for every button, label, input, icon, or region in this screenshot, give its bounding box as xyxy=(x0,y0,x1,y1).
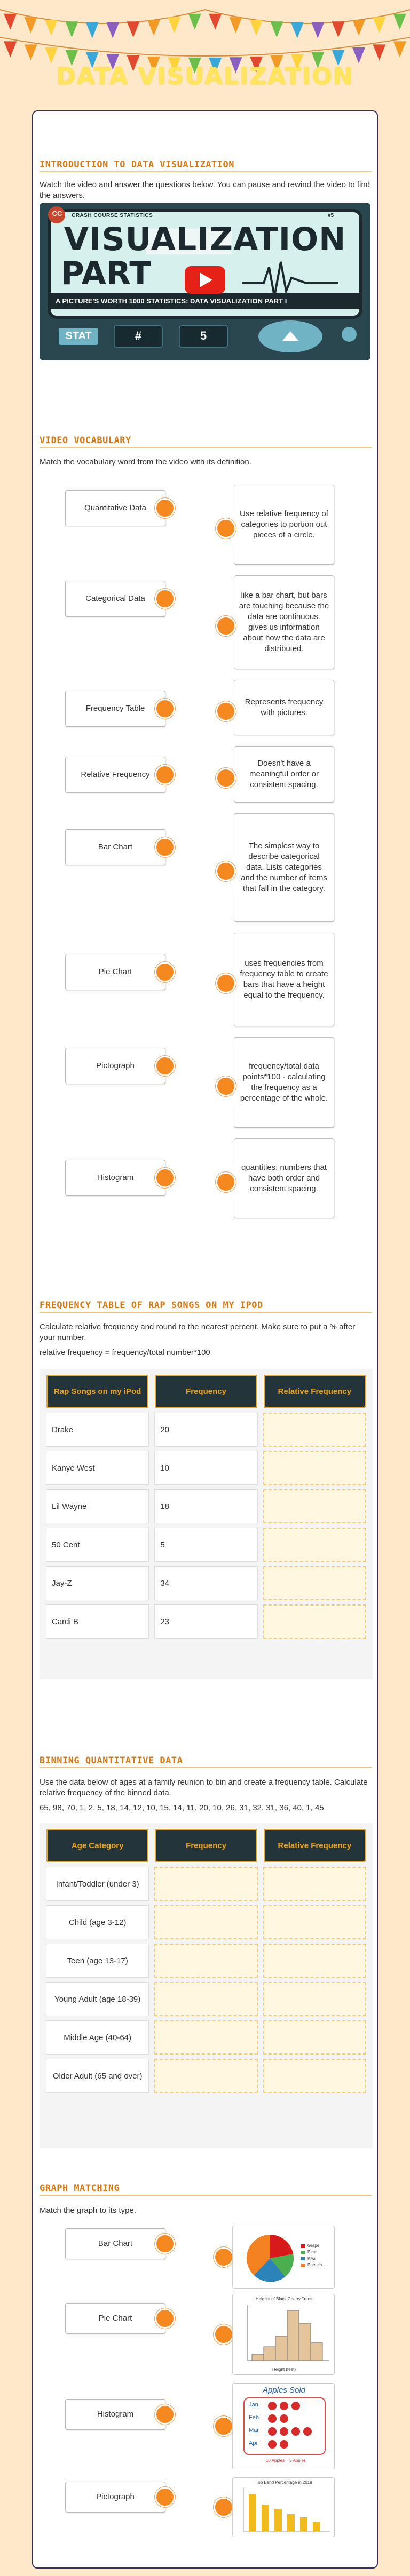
relative-frequency-input[interactable] xyxy=(263,2059,366,2093)
vocab-word-2[interactable]: Frequency Table xyxy=(65,691,165,727)
vocab-definition-5[interactable]: uses frequencies from frequency table to create bars that have a height equal to the frequency. xyxy=(234,933,334,1026)
binning-ages: 65, 98, 70, 1, 2, 5, 18, 14, 12, 10, 15, 14, 11, 20, 10, 26, 31, 32, 31, 36, 40, 1, 45 xyxy=(40,1803,324,1812)
vocab-word-3[interactable]: Relative Frequency xyxy=(65,757,165,793)
table-row xyxy=(46,2059,366,2093)
rap-title: FREQUENCY TABLE OF RAP SONGS ON MY IPOD xyxy=(40,1300,263,1311)
bunting-flag xyxy=(86,22,99,38)
bunting-flag xyxy=(168,17,180,33)
rap-table xyxy=(41,1370,372,1643)
histogram-thumbnail[interactable] xyxy=(232,2294,335,2375)
rap-song-frequency: 18 xyxy=(154,1489,257,1523)
vocab-definition-3[interactable]: Doesn't have a meaningful order or consistent spacing. xyxy=(234,746,334,803)
age-category: Middle Age (40-64) xyxy=(46,2020,149,2055)
vocab-definition-4[interactable]: The simplest way to describe categorical data. Lists categories and the number of items that fall in the category. xyxy=(234,813,334,922)
intro-text: Watch the video and answer the questions below. You can pause and rewind the video to find the answers. xyxy=(40,180,370,200)
vocab-word-5[interactable]: Pie Chart xyxy=(65,954,165,990)
bunting-flag xyxy=(188,14,201,30)
relative-frequency-input[interactable] xyxy=(263,1489,366,1523)
rap-song-name: 50 Cent xyxy=(46,1528,149,1562)
graph-type-1[interactable]: Pie Chart xyxy=(65,2303,165,2334)
video-title-line2: PART xyxy=(61,255,152,292)
hash-label: # xyxy=(135,329,142,342)
divider xyxy=(40,447,372,448)
page-title: DATA VISUALIZATION xyxy=(56,63,354,90)
bunting-flag xyxy=(4,41,17,57)
rap-song-frequency: 5 xyxy=(154,1528,257,1562)
apple-icon xyxy=(268,2440,277,2449)
histogram-thumb-xlabel: Height (feet) xyxy=(272,2367,296,2372)
match-connector-dot[interactable] xyxy=(214,2247,234,2267)
bunting-flag xyxy=(311,22,324,38)
match-connector-dot[interactable] xyxy=(216,701,236,721)
vocab-definition-2[interactable]: Represents frequency with pictures. xyxy=(234,680,334,735)
bunting-decoration xyxy=(0,0,410,123)
vocab-definition-1[interactable]: like a bar chart, but bars are touching because the data are continuous. gives us information about how the data are distributed. xyxy=(234,575,334,669)
match-connector-dot[interactable] xyxy=(216,768,236,788)
number-label: 5 xyxy=(200,329,207,342)
bunting-flag xyxy=(230,17,242,33)
vocab-word-0[interactable]: Quantitative Data xyxy=(65,490,165,526)
pictograph-row-label: Feb xyxy=(249,2414,259,2421)
age-category: Young Adult (age 18-39) xyxy=(46,1982,149,2016)
bunting-flag xyxy=(291,22,304,38)
apple-icon xyxy=(268,2427,277,2436)
video-title-line1: VISUALIZATION xyxy=(64,221,346,258)
stat-label: STAT xyxy=(65,330,92,342)
match-connector-dot[interactable] xyxy=(155,1168,175,1188)
table-row xyxy=(46,1413,366,1447)
vocab-definition-6[interactable]: frequency/total data points*100 - calculating the frequency as a percentage of the whole. xyxy=(234,1037,334,1128)
cc-badge: CC xyxy=(52,210,62,218)
relative-frequency-input[interactable] xyxy=(263,1867,366,1901)
rap-song-frequency: 23 xyxy=(154,1604,257,1639)
table-row xyxy=(46,1451,366,1485)
relative-frequency-input[interactable] xyxy=(263,1413,366,1447)
video-player[interactable] xyxy=(40,203,370,360)
match-connector-dot[interactable] xyxy=(155,2404,175,2425)
pictograph-row-label: Mar xyxy=(249,2427,259,2434)
match-connector-dot[interactable] xyxy=(155,589,175,609)
match-connector-dot[interactable] xyxy=(155,699,175,719)
relative-frequency-input[interactable] xyxy=(263,1451,366,1485)
binning-header-frequency: Frequency xyxy=(154,1828,257,1863)
binning-table xyxy=(41,1824,372,2097)
divider xyxy=(40,171,372,172)
apple-icon xyxy=(280,2427,288,2436)
apple-icon xyxy=(291,2402,300,2410)
rap-header-song: Rap Songs on my iPod xyxy=(46,1374,149,1408)
worksheet-card xyxy=(32,110,378,2569)
match-connector-dot[interactable] xyxy=(216,973,236,993)
age-category: Child (age 3-12) xyxy=(46,1905,149,1939)
match-connector-dot[interactable] xyxy=(155,498,175,518)
pie-legend-3: Pomelo xyxy=(308,2262,322,2267)
match-connector-dot[interactable] xyxy=(216,518,236,539)
pie-legend-2: Kiwi xyxy=(308,2256,316,2261)
table-row xyxy=(46,1905,366,1939)
rap-header-relative: Relative Frequency xyxy=(263,1374,366,1408)
pictograph-row-label: Jan xyxy=(249,2402,258,2408)
relative-frequency-input[interactable] xyxy=(263,1905,366,1939)
table-row xyxy=(46,1867,366,1901)
pie-chart-thumbnail[interactable] xyxy=(232,2226,335,2289)
vocab-word-1[interactable]: Categorical Data xyxy=(65,581,165,617)
relative-frequency-input[interactable] xyxy=(263,1944,366,1978)
rap-header-frequency: Frequency xyxy=(154,1374,257,1408)
bar-thumb-title: Top Band Percentage in 2018 xyxy=(256,2480,312,2485)
bar-chart-thumbnail[interactable] xyxy=(232,2477,335,2537)
match-connector-dot[interactable] xyxy=(155,765,175,785)
divider xyxy=(40,1312,372,1313)
apple-icon xyxy=(280,2440,288,2449)
match-connector-dot[interactable] xyxy=(216,616,236,636)
apple-icon xyxy=(268,2402,277,2410)
match-connector-dot[interactable] xyxy=(155,2308,175,2329)
bunting-flag xyxy=(127,21,140,37)
binning-text: Use the data below of ages at a family reunion to bin and create a frequency table. Calculate relative frequency of the binned data. xyxy=(40,1778,368,1797)
video-episode: #5 xyxy=(328,213,334,219)
bunting-flag xyxy=(373,44,385,60)
table-row xyxy=(46,2020,366,2055)
pie-legend-0: Grape xyxy=(308,2243,320,2248)
apple-icon xyxy=(303,2427,312,2436)
age-category: Teen (age 13-17) xyxy=(46,1944,149,1978)
binning-header-category: Age Category xyxy=(46,1828,149,1863)
intro-title: INTRODUCTION TO DATA VISUALIZATION xyxy=(40,159,234,170)
bunting-flag xyxy=(45,47,58,63)
relative-frequency-input[interactable] xyxy=(263,2020,366,2055)
bunting-flag xyxy=(65,21,78,37)
frequency-input[interactable] xyxy=(154,1944,257,1978)
apple-icon xyxy=(280,2414,288,2423)
rap-song-frequency: 20 xyxy=(154,1413,257,1447)
relative-frequency-input[interactable] xyxy=(263,1528,366,1562)
apple-icon xyxy=(291,2427,300,2436)
age-category: Older Adult (65 and over) xyxy=(46,2059,149,2093)
bunting-flag xyxy=(332,21,345,37)
relative-frequency-input[interactable] xyxy=(263,1566,366,1600)
match-connector-dot[interactable] xyxy=(216,1076,236,1096)
binning-header-relative: Relative Frequency xyxy=(263,1828,366,1863)
histogram-thumb-title: Heights of Black Cherry Trees xyxy=(255,2297,313,2301)
bunting-flag xyxy=(209,14,222,30)
vocab-title: VIDEO VOCABULARY xyxy=(40,435,131,446)
graph-type-0[interactable]: Bar Chart xyxy=(65,2228,165,2259)
bunting-flag xyxy=(393,14,406,30)
rap-formula: relative frequency = frequency/total number*100 xyxy=(40,1348,210,1357)
rap-song-name: Cardi B xyxy=(46,1604,149,1639)
match-connector-dot[interactable] xyxy=(155,962,175,982)
rap-song-name: Jay-Z xyxy=(46,1566,149,1600)
bunting-flag xyxy=(25,17,37,33)
bunting-flag xyxy=(393,41,406,57)
match-connector-dot[interactable] xyxy=(155,2487,175,2507)
vocab-definition-0[interactable]: Use relative frequency of categories to portion out pieces of a circle. xyxy=(234,485,334,565)
vocab-word-6[interactable]: Pictograph xyxy=(65,1048,165,1084)
match-connector-dot[interactable] xyxy=(214,2497,234,2517)
rap-text: Calculate relative frequency and round to the nearest percent. Make sure to put a % after your number. xyxy=(40,1322,356,1342)
table-row xyxy=(46,1528,366,1562)
table-row xyxy=(46,1489,366,1523)
divider xyxy=(40,2195,372,2196)
graph-type-3[interactable]: Pictograph xyxy=(65,2482,165,2513)
frequency-input[interactable] xyxy=(154,2059,257,2093)
bunting-flag xyxy=(45,20,58,36)
match-connector-dot[interactable] xyxy=(216,1172,236,1192)
match-connector-dot[interactable] xyxy=(214,2324,234,2345)
rap-song-name: Kanye West xyxy=(46,1451,149,1485)
bunting-flag xyxy=(147,20,160,36)
table-row xyxy=(46,1604,366,1639)
bunting-flag xyxy=(373,17,385,33)
match-connector-dot[interactable] xyxy=(155,837,175,857)
bunting-flag xyxy=(4,14,17,30)
bunting-flag xyxy=(352,20,365,36)
graphs-title: GRAPH MATCHING xyxy=(40,2183,120,2194)
table-row xyxy=(46,1566,366,1600)
table-row xyxy=(46,1944,366,1978)
bunting-flag xyxy=(25,44,37,60)
frequency-input[interactable] xyxy=(154,1905,257,1939)
pictograph-thumb-key: = 10 Apples = 5 Apples xyxy=(262,2458,306,2463)
frequency-input[interactable] xyxy=(154,2020,257,2055)
graphs-text: Match the graph to its type. xyxy=(40,2206,136,2215)
age-category: Infant/Toddler (under 3) xyxy=(46,1867,149,1901)
rap-song-name: Drake xyxy=(46,1413,149,1447)
video-subtitle: A PICTURE'S WORTH 1000 STATISTICS: DATA VISUALIZATION PART I xyxy=(56,297,287,305)
divider xyxy=(40,1767,372,1768)
match-connector-dot[interactable] xyxy=(216,861,236,881)
match-connector-dot[interactable] xyxy=(214,2416,234,2436)
vocab-definition-7[interactable]: quantities: numbers that have both order and consistent spacing. xyxy=(234,1138,334,1218)
rap-song-frequency: 10 xyxy=(154,1451,257,1485)
bunting-flag xyxy=(270,21,283,37)
vocab-text: Match the vocabulary word from the video with its definition. xyxy=(40,458,251,467)
video-channel: CRASH COURSE STATISTICS xyxy=(72,213,153,219)
bunting-flag xyxy=(352,47,365,63)
graph-type-2[interactable]: Histogram xyxy=(65,2399,165,2430)
match-connector-dot[interactable] xyxy=(155,2234,175,2254)
pictograph-thumb-title: Apples Sold xyxy=(262,2386,306,2395)
rap-song-name: Lil Wayne xyxy=(46,1489,149,1523)
bunting-flag xyxy=(250,20,263,36)
table-row xyxy=(46,1982,366,2016)
frequency-input[interactable] xyxy=(154,1867,257,1901)
pictograph-thumbnail[interactable] xyxy=(232,2383,335,2469)
vocab-word-4[interactable]: Bar Chart xyxy=(65,829,165,865)
relative-frequency-input[interactable] xyxy=(263,1604,366,1639)
match-connector-dot[interactable] xyxy=(155,1056,175,1076)
pictograph-row-label: Apr xyxy=(249,2440,258,2446)
bunting-flag xyxy=(106,22,119,38)
vocab-word-7[interactable]: Histogram xyxy=(65,1160,165,1196)
relative-frequency-input[interactable] xyxy=(263,1982,366,2016)
rap-song-frequency: 34 xyxy=(154,1566,257,1600)
apple-icon xyxy=(268,2414,277,2423)
binning-title: BINNING QUANTITATIVE DATA xyxy=(40,1755,183,1766)
apple-icon xyxy=(280,2402,288,2410)
pie-legend-1: Pear xyxy=(308,2250,317,2254)
frequency-input[interactable] xyxy=(154,1982,257,2016)
